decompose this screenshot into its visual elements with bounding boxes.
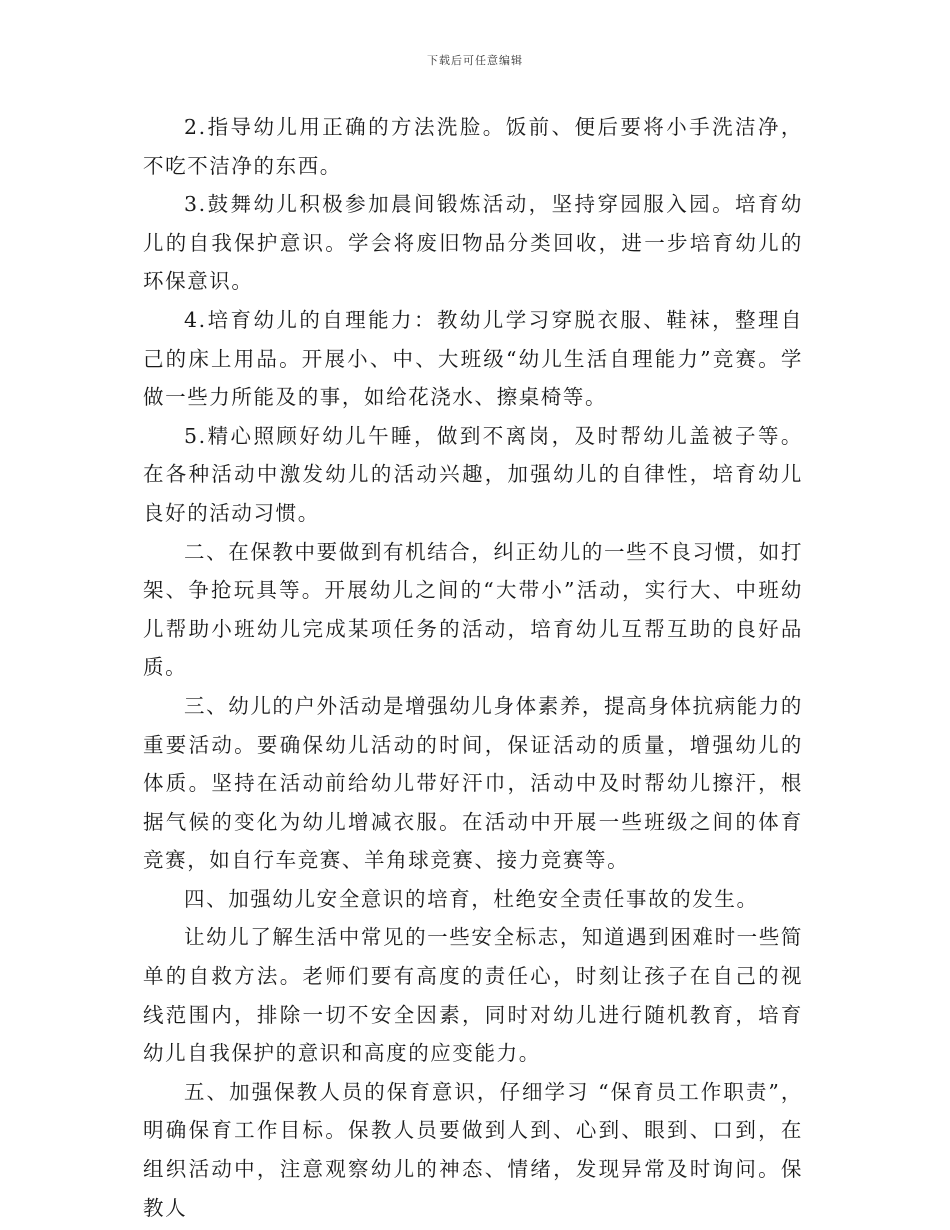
paragraph-item-2: 2.指导幼儿用正确的方法洗脸。饭前、便后要将小手洗洁净，不吃不洁净的东西。 <box>143 115 803 178</box>
page-header: 下载后可任意编辑 <box>427 54 523 67</box>
section-5-paragraph: 五、加强保教人员的保育意识，仔细学习 “保育员工作职责”，明确保育工作目标。保教人员要做到人到、心到、眼到、口到，在组织活动中，注意观察幼儿的神态、情绪，发现异常及时询问。保教人 <box>143 1079 803 1220</box>
section-4-paragraph: 让幼儿了解生活中常见的一些安全标志，知道遇到困难时一些简单的自救方法。老师们要有高度的责任心，时刻让孩子在自己的视线范围内，排除一切不安全因素，同时对幼儿进行随机教育，培育幼儿自我保护的意识和高度的应变能力。 <box>143 925 803 1066</box>
section-2-paragraph: 二、在保教中要做到有机结合，纠正幼儿的一些不良习惯，如打架、争抢玩具等。开展幼儿之间的“大带小”活动，实行大、中班幼儿帮助小班幼儿完成某项任务的活动，培育幼儿互帮互助的良好品质。 <box>143 539 803 680</box>
section-3-paragraph: 三、幼儿的户外活动是增强幼儿身体素养，提高身体抗病能力的重要活动。要确保幼儿活动的时间，保证活动的质量，增强幼儿的体质。坚持在活动前给幼儿带好汗巾，活动中及时帮幼儿擦汗，根据气候的变化为幼儿增减衣服。在活动中开展一些班级之间的体育竞赛，如自行车竞赛、羊角球竞赛、接力竞赛等。 <box>143 693 803 873</box>
paragraph-item-5: 5.精心照顾好幼儿午睡，做到不离岗，及时帮幼儿盖被子等。在各种活动中激发幼儿的活动兴趣，加强幼儿的自律性，培育幼儿良好的活动习惯。 <box>143 423 803 525</box>
paragraph-item-3: 3.鼓舞幼儿积极参加晨间锻炼活动，坚持穿园服入园。培育幼儿的自我保护意识。学会将废旧物品分类回收，进一步培育幼儿的环保意识。 <box>143 192 803 294</box>
document-body <box>143 108 803 1227</box>
section-4-heading: 四、加强幼儿安全意识的培育，杜绝安全责任事故的发生。 <box>184 886 759 911</box>
paragraph-item-4: 4.培育幼儿的自理能力：教幼儿学习穿脱衣服、鞋袜，整理自己的床上用品。开展小、中、大班级“幼儿生活自理能力”竞赛。学做一些力所能及的事，如给花浇水、擦桌椅等。 <box>143 307 803 410</box>
